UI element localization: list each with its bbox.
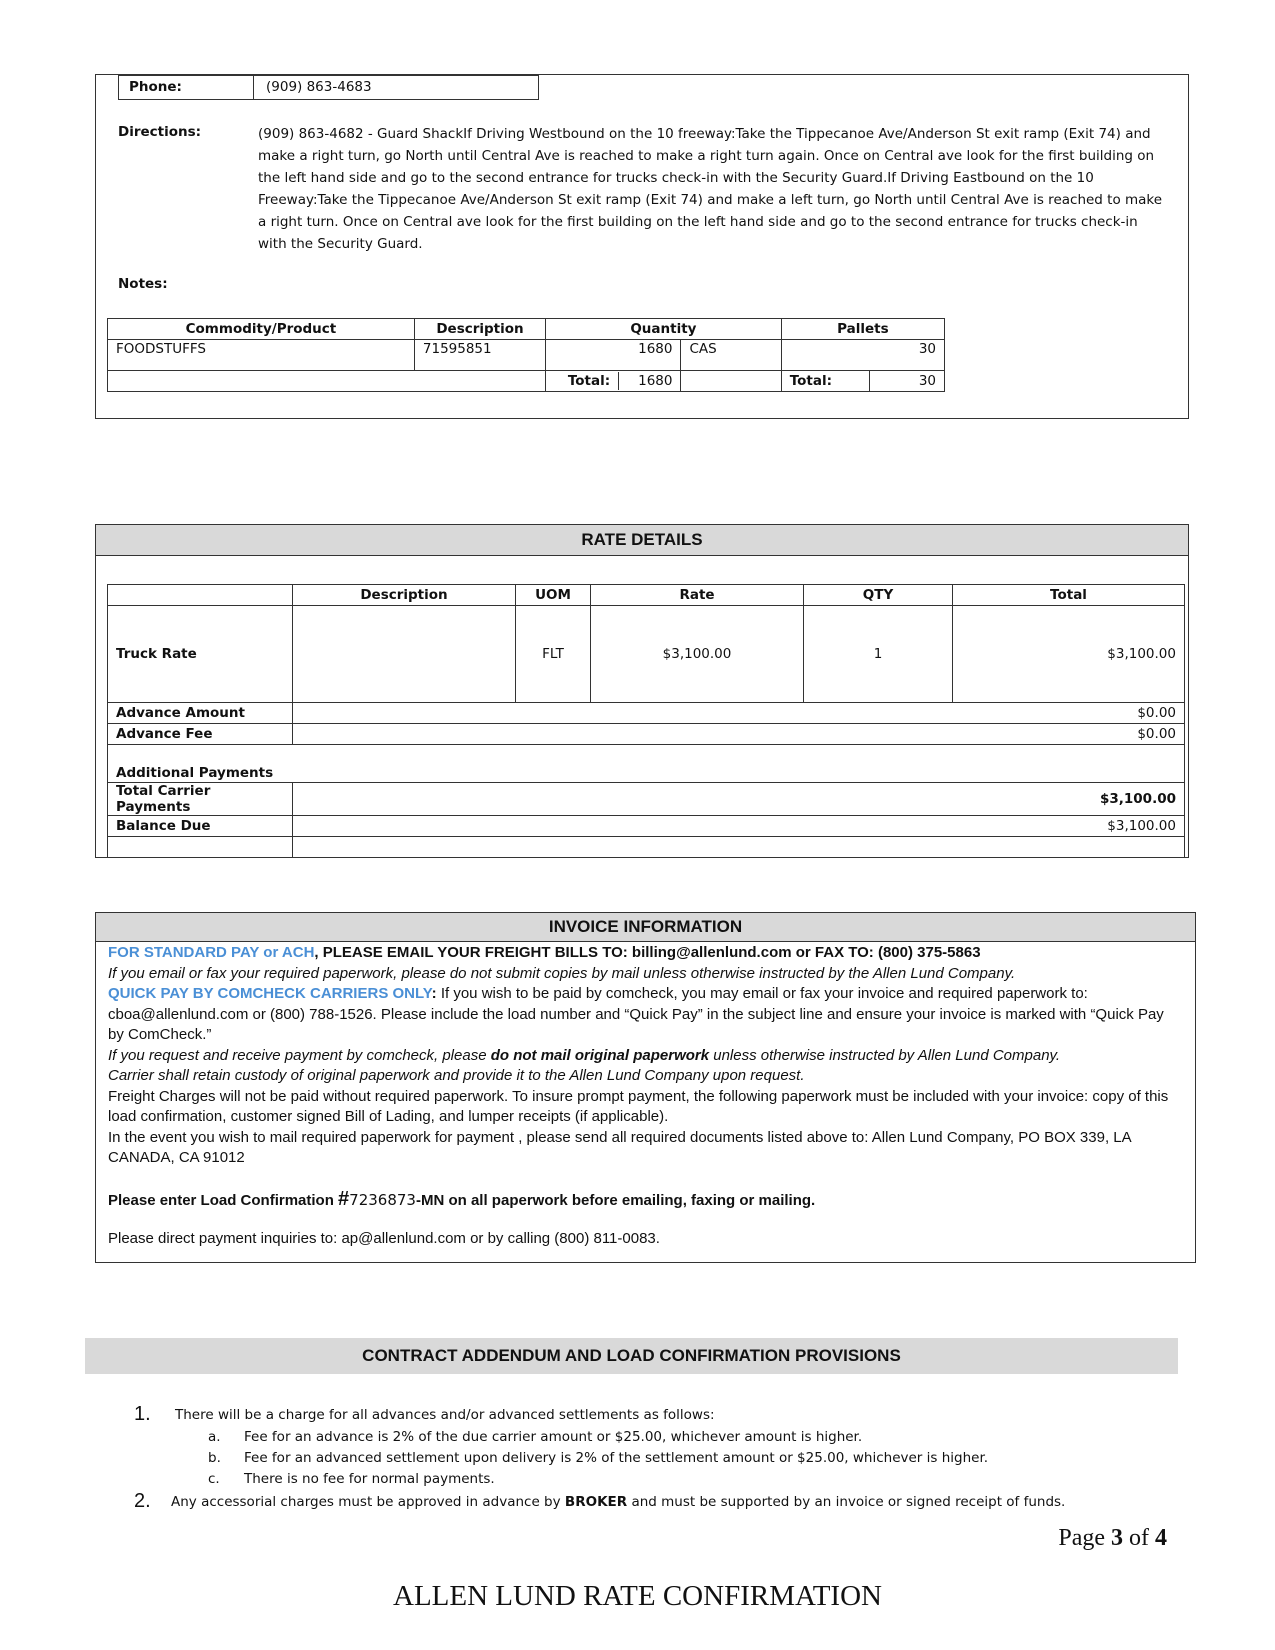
truck-rate-label: Truck Rate [108,606,293,703]
commodity-total-unit-blank [681,371,781,392]
page-word: Page [1058,1525,1111,1551]
item-2-broker: BROKER [564,1494,628,1510]
commodity-total-blank [108,371,546,392]
payment-inquiries: Please direct payment inquiries to: ap@allenlund.com or by calling (800) 811-0083. [108,1230,660,1247]
truck-rate-description [293,606,516,703]
invoice-body [108,943,1183,1250]
rate-header-total: Total [953,585,1185,606]
advance-amount-label: Advance Amount [108,703,293,724]
item-2-start: Any accessorial charges must be approved in advance by [171,1494,565,1510]
advance-amount-row [108,703,1185,724]
quick-pay-heading: QUICK PAY BY COMCHECK CARRIERS ONLY [108,985,432,1002]
comcheck-note-start: If you request and receive payment by comcheck, please [108,1046,491,1064]
truck-rate-total: $3,100.00 [953,606,1185,703]
balance-due-row [108,816,1185,837]
balance-due-label: Balance Due [108,816,293,837]
sub-b-letter: b. [208,1450,221,1466]
item-2-end: and must be supported by an invoice or signed receipt of funds. [627,1494,1066,1510]
sub-a-letter: a. [208,1429,221,1445]
item-2-number: 2. [134,1490,151,1512]
item-1-text: There will be a charge for all advances and/or advanced settlements as follows: [175,1407,715,1423]
comcheck-note-emphasis: do not mail original paperwork [490,1046,710,1064]
load-confirmation-line [108,1189,1183,1212]
sub-c-text: There is no fee for normal payments. [244,1471,495,1487]
commodity-product: FOODSTUFFS [108,340,415,371]
standard-pay-line [108,943,1183,964]
sub-a-text: Fee for an advance is 2% of the due carrier amount or $25.00, whichever amount is higher. [244,1429,863,1445]
load-conf-start: Please enter Load Confirmation [108,1191,339,1209]
rate-header-blank [108,585,293,606]
footer-title: ALLEN LUND RATE CONFIRMATION [393,1580,882,1612]
commodity-total-qty-cell [546,371,681,392]
commodity-header-description: Description [414,319,545,340]
phone-value: (909) 863-4683 [266,79,372,95]
advance-fee-row [108,724,1185,745]
advance-fee-value: $0.00 [293,724,1185,745]
page-number [1058,1525,1167,1552]
notes-label: Notes: [118,276,168,292]
commodity-quantity: 1680 [546,340,681,371]
commodity-header-product: Commodity/Product [108,319,415,340]
total-carrier-row [108,783,1185,816]
standard-pay-instructions: , PLEASE EMAIL YOUR FREIGHT BILLS TO: billing@allenlund.com or FAX TO: (800) 375-5863 [314,944,981,961]
commodity-total-label: Total: [546,372,619,390]
freight-charges-note: Freight Charges will not be paid without required paperwork. To insure prompt payment, the following paperwork must be included with your invoice: copy of this load confirmation, customer signed Bill of Lading, and lumper receipts (if applicable). [108,1087,1169,1125]
quick-pay-colon: : [431,985,437,1002]
rate-empty-cell-a [108,837,293,858]
commodity-description: 71595851 [414,340,545,371]
phone-row [118,75,539,100]
advance-amount-value: $0.00 [293,703,1185,724]
rate-header-rate: Rate [591,585,804,606]
standard-pay-note: If you email or fax your required paperwork, please do not submit copies by mail unless otherwise instructed by the Allen Lund Company. [108,964,1016,982]
contract-addendum-title: CONTRACT ADDENDUM AND LOAD CONFIRMATION PROVISIONS [85,1338,1178,1374]
rate-header-qty: QTY [804,585,953,606]
load-conf-hash: # [338,1187,350,1210]
load-conf-number: 7236873 [349,1190,416,1209]
commodity-table [107,318,945,392]
phone-label: Phone: [119,76,254,99]
rate-header-uom: UOM [516,585,591,606]
truck-rate-rate: $3,100.00 [591,606,804,703]
page-total: 4 [1155,1525,1167,1551]
rate-empty-row [108,837,1185,858]
commodity-total-pallets-label: Total: [781,371,869,392]
truck-rate-row [108,606,1185,703]
truck-rate-qty: 1 [804,606,953,703]
sub-b-text: Fee for an advanced settlement upon delivery is 2% of the settlement amount or $25.00, whichever is higher. [244,1450,989,1466]
commodity-unit: CAS [681,340,781,371]
rate-header-row [108,585,1185,606]
rate-header-description: Description [293,585,516,606]
commodity-header-quantity: Quantity [546,319,782,340]
page-of-word: of [1123,1525,1155,1551]
commodity-total-row [108,371,945,392]
balance-due-value: $3,100.00 [293,816,1185,837]
commodity-row [108,340,945,371]
comcheck-note-end: unless otherwise instructed by Allen Lund Company. [709,1046,1061,1064]
standard-pay-heading: FOR STANDARD PAY or ACH [108,944,315,961]
commodity-header-pallets: Pallets [781,319,944,340]
item-2-text [171,1494,1065,1510]
mail-paperwork-note: In the event you wish to mail required paperwork for payment , please send all required documents listed above to: Allen Lund Company, PO BOX 339, LA CANADA, CA 91012 [108,1128,1131,1166]
commodity-pallets: 30 [781,340,944,371]
load-conf-end: -MN on all paperwork before emailing, faxing or mailing. [415,1191,816,1209]
total-carrier-label: Total Carrier Payments [108,783,293,816]
additional-payments-row [108,745,1185,783]
item-1-number: 1. [134,1403,151,1425]
directions-label: Directions: [118,124,202,140]
rate-details-title: RATE DETAILS [96,525,1188,556]
commodity-header-row [108,319,945,340]
advance-fee-label: Advance Fee [108,724,293,745]
page-current: 3 [1111,1525,1123,1551]
commodity-total-quantity: 1680 [638,373,673,389]
quick-pay-paragraph [108,984,1183,1046]
total-carrier-value: $3,100.00 [293,783,1185,816]
additional-payments-label: Additional Payments [108,745,1185,783]
comcheck-note [108,1046,1183,1067]
truck-rate-uom: FLT [516,606,591,703]
directions-text: (909) 863-4682 - Guard ShackIf Driving Westbound on the 10 freeway:Take the Tippecanoe Ave/Anderson St exit ramp (Exit 74) and make a right turn, go North until Central Ave is reached to make a right turn again. Once on Central ave look for the first building on the left hand side and go to the second entrance for trucks check-in with the Security Guard.If Driving Eastbound on the 10 Freeway:Take the Tippecanoe Ave/Anderson St exit ramp (Exit 74) and make a left turn, go North until Central Ave is reached to make a right turn. Once on Central ave look for the first building on the left hand side and go to the second entrance for trucks check-in with the Security Guard. [258,126,1163,252]
invoice-title: INVOICE INFORMATION [96,913,1195,942]
quick-pay-instructions: If you wish to be paid by comcheck, you may email or fax your invoice and required paperwork to: cboa@allenlund.com or (800) 788-1526. Please include the load number and “Quick Pay” in the subject line and ensure your invoice is marked with “Quick Pay by ComCheck.” [108,985,1164,1043]
custody-note: Carrier shall retain custody of original paperwork and provide it to the Allen Lund Company upon request. [108,1067,805,1084]
rate-table [107,584,1185,858]
sub-c-letter: c. [208,1471,220,1487]
rate-empty-cell-b [293,837,1185,858]
commodity-total-pallets: 30 [869,371,944,392]
